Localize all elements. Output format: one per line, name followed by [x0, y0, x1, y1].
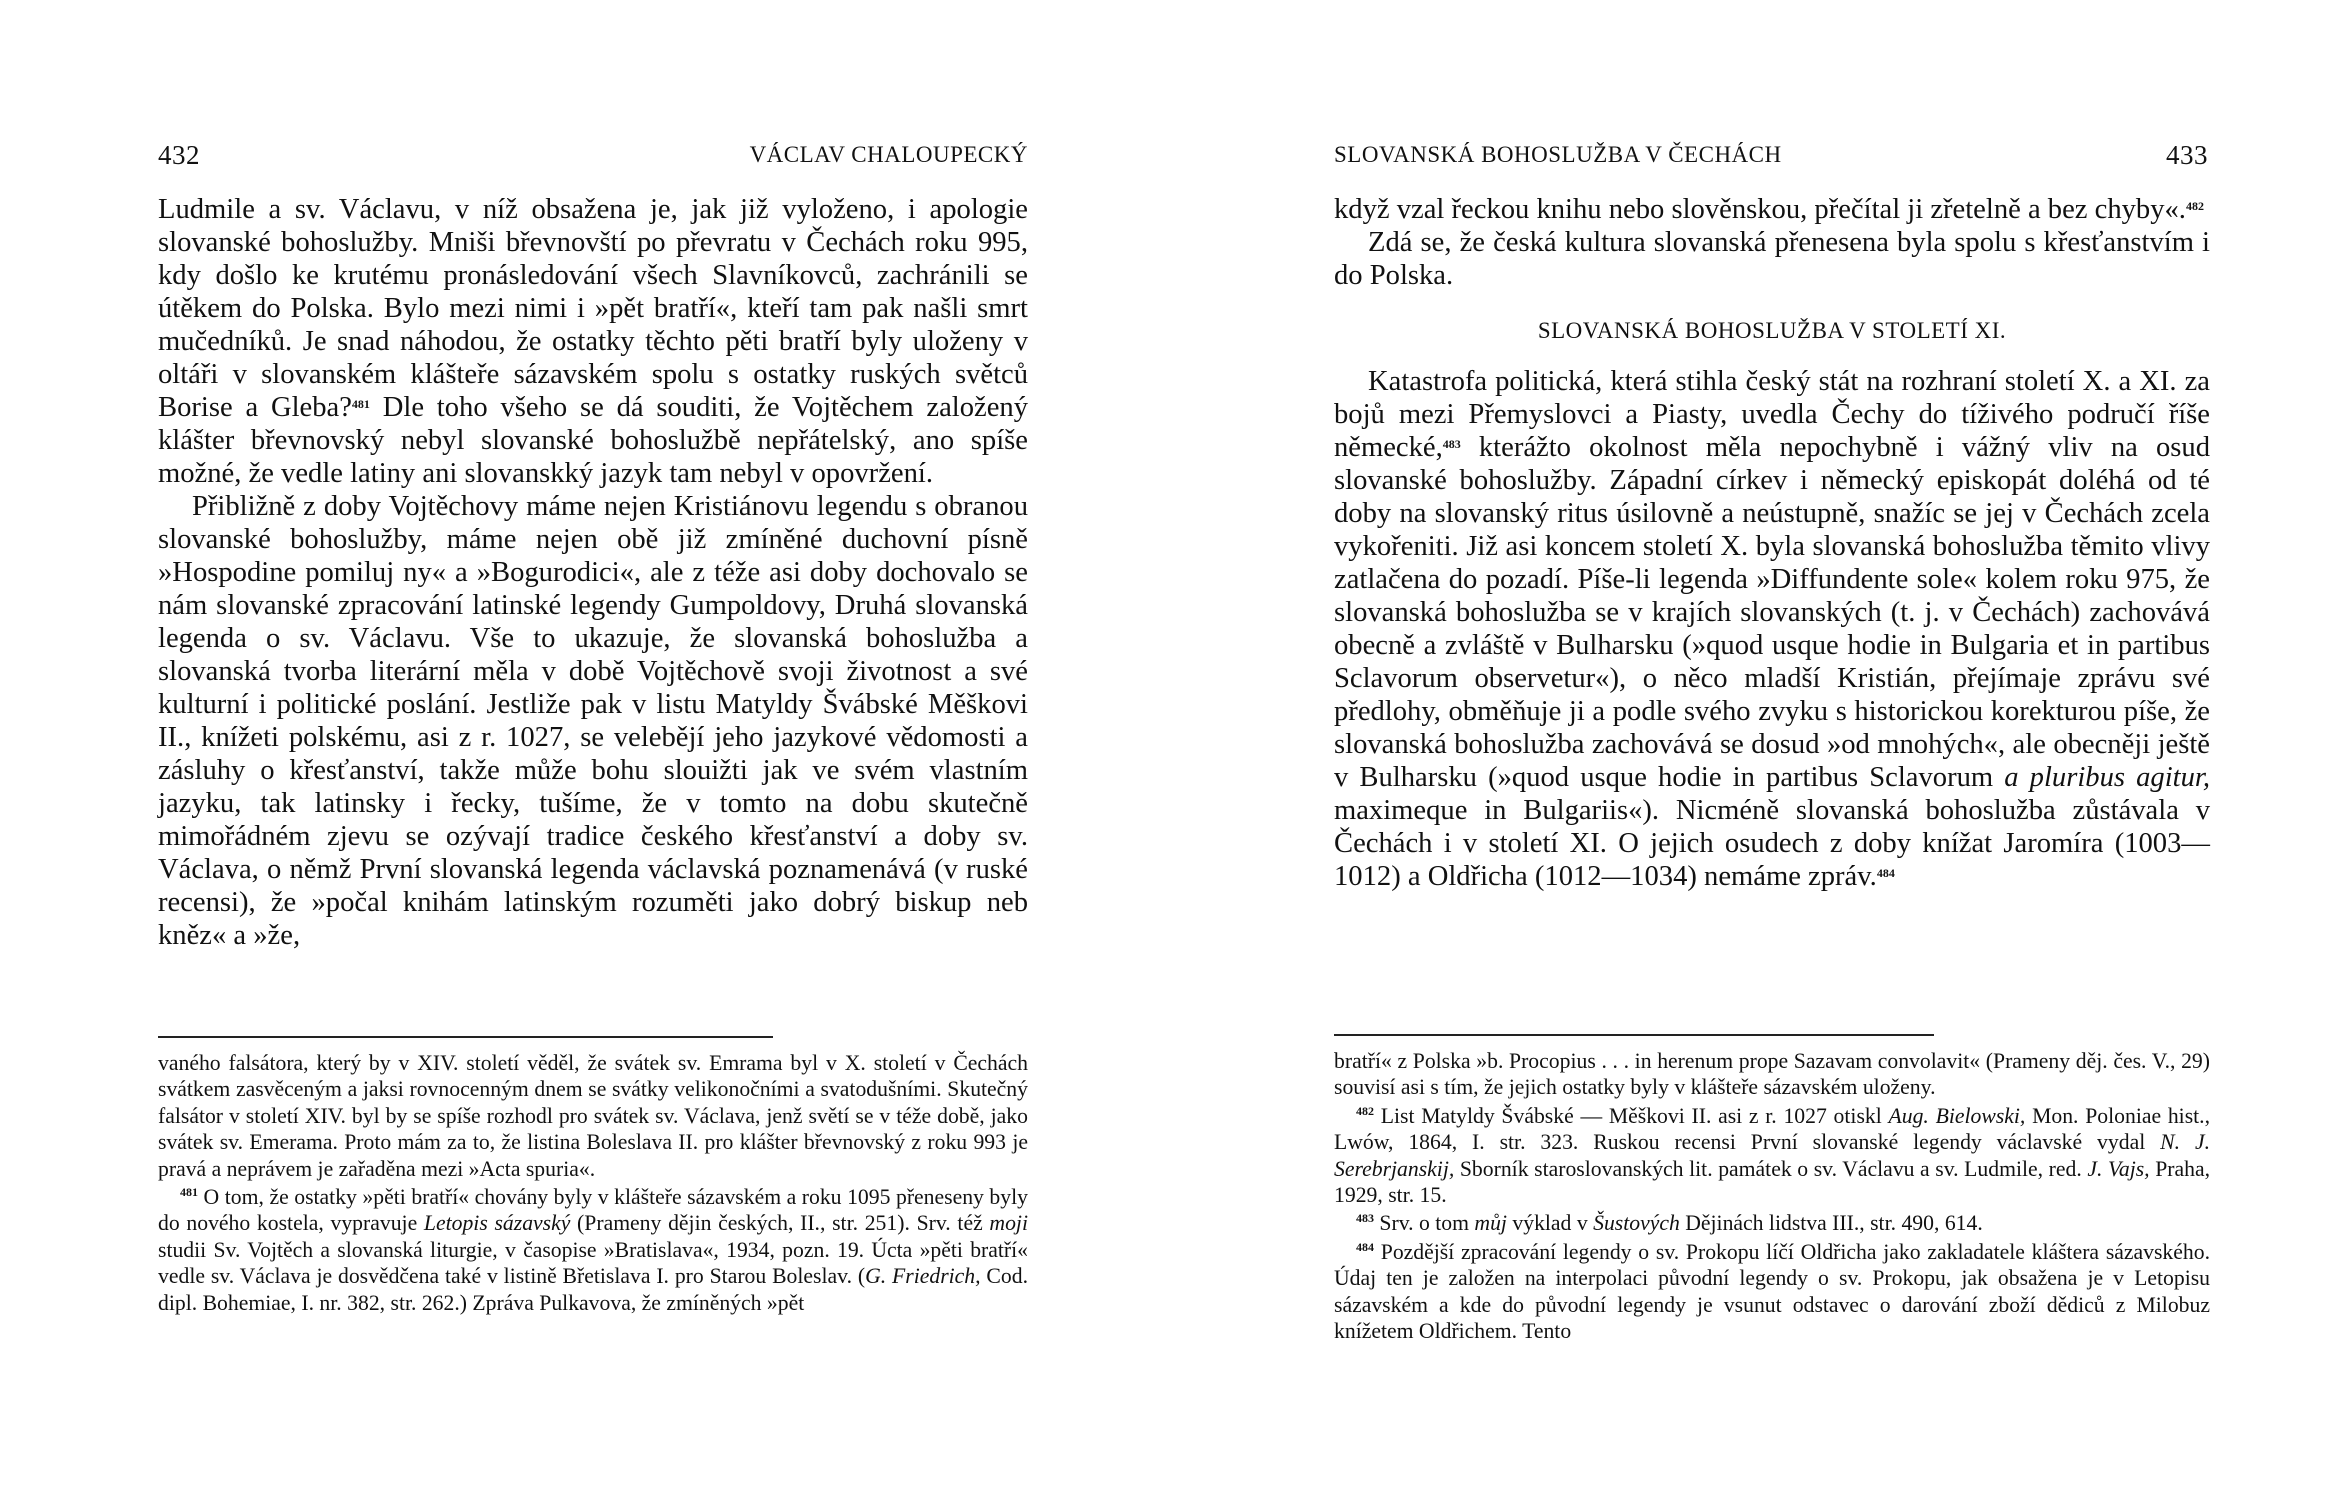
footnote-text: Pozdější zpracování legendy o sv. Prokopu líčí Oldřicha jako zakladatele kláštera sázavského. Údaj ten je založen na interpolaci původní legendy o sv. Prokopu, jak obsažena je v Letopisu sázavském a kde do původní legendy je vsunut odstavec o darování zboží dědiců z Milobuz knížetem Oldřichem. Tento	[1334, 1239, 2210, 1344]
paragraph-text: když vzal řeckou knihu nebo slověnskou, přečítal ji zřetelně a bez chyby«.	[1334, 194, 2186, 225]
footnote-text: List Matyldy Švábské — Měškovi II. asi z r. 1027 otiskl	[1374, 1103, 1889, 1128]
footnote-482	[1334, 1103, 2210, 1209]
footnote-ref: 484	[1876, 866, 1895, 880]
footnote-number: 481	[180, 1185, 198, 1200]
footnote-text: Srv. o tom	[1374, 1211, 1475, 1236]
footnote-divider	[1334, 1034, 1934, 1036]
footnote-text: Mon. Poloniae hist., Lwów, 1864, I. str. 323. Ruskou recensi První slovanské legendy václavské vydal	[1334, 1103, 2211, 1155]
page-number: 433	[2166, 140, 2208, 170]
footnote-italic: Aug. Bielowski,	[1888, 1103, 2026, 1128]
running-head: VÁCLAV CHALOUPECKÝ	[749, 142, 1028, 167]
right-page	[1334, 0, 2210, 1500]
running-head: SLOVANSKÁ BOHOSLUŽBA V ČECHÁCH	[1334, 142, 1782, 167]
footnote-italic: G. Friedrich,	[865, 1264, 981, 1289]
footnote-ref: 483	[1442, 437, 1461, 451]
right-page-body	[1334, 193, 2210, 893]
paragraph	[158, 193, 1028, 490]
footnote-divider	[158, 1036, 773, 1038]
paragraph	[1334, 193, 2210, 226]
paragraph-text: Ludmile a sv. Václavu, v níž obsažena je, jak již vyloženo, i apologie slovanské bohoslužby. Mniši břevnovští po převratu v Čechách roku 995, kdy došlo ke krutému pronásledování všech Slavníkovců, zachránili se útěkem do Polska. Bylo mezi nimi i »pět bratří«, kteří tam pak našli smrt mučedníků. Je snad náhodou, že ostatky těchto pěti bratří byly uloženy v oltáři v slovanském klášteře sázavském spolu s ostatky ruských světců Borise a Gleba?	[158, 194, 1028, 423]
paragraph	[1334, 365, 2210, 893]
paragraph-text: kterážto okolnost měla nepochybně i vážný vliv na osud slovanské bohoslužby. Západní církev i německý episkopát doléhá od té doby na slovanský ritus úsilovně a neústupně, snažíc se jej v Čechách zcela vykořeniti. Již asi koncem století X. byla slovanská bohoslužba těmito vlivy zatlačena do pozadí. Píše-li legenda »Diffundente sole« kolem roku 975, že slovanská bohoslužba se v krajích slovanských (t. j. v Čechách) zachovává obecně a zvláště v Bulharsku (»quod usque hodie in Bulgaria et in partibus Sclavorum observetur«), o něco mladší Kristián, přejímaje zprávu své předlohy, obměňuje ji a podle svého zvyku s historickou korekturou píše, že slovanská bohoslužba zachovává se dosud »od mnohých«, ale obecněji ještě v Bulharsku (»quod usque hodie in partibus Sclavorum	[1334, 432, 2210, 793]
footnote-484	[1334, 1239, 2210, 1345]
footnote-text: studii Sv. Vojtěch a slovanská liturgie, v časopise »Bratislava«, 1934, pozn. 19. Úcta »pěti bratří« vedle sv. Václava je dosvědčena také v listině Břetislava I. pro Starou Boleslav. (	[158, 1237, 1028, 1289]
page-number: 432	[158, 140, 200, 170]
right-page-header	[1334, 140, 2210, 180]
footnote-text: O tom, že ostatky »pěti bratří« chovány byly v klášteře sázavském a roku 1095 přeneseny byly do nového kostela, vypravuje	[158, 1185, 1028, 1236]
footnote-481	[158, 1184, 1028, 1316]
paragraph: Přibližně z doby Vojtěchovy máme nejen Kristiánovu legendu s obranou slovanské bohoslužby, máme nejen obě již zmíněné duchovní písně »Hospodine pomiluj ny« a »Bogurodici«, ale z téže asi doby dochovalo se nám slovanské zpracování latinské legendy Gumpoldovy, Druhá slovanská legenda o sv. Václavu. Vše to ukazuje, že slovanská bohoslužba a slovanská tvorba literární měla v době Vojtěchově svoji životnost a své kulturní i politické poslání. Jestliže pak v listu Matyldy Švábské Měškovi II., knížeti polskému, asi z r. 1027, se velebějí jeho jazykové vědomosti a zásluhy o křesťanství, takže může bohu slouižti jak ve svém vlastním jazyku, tak latinsky i řecky, tušíme, že v tomto na dobu skutečně mimořádném zjevu se ozývají tradice českého křesťanství a doby sv. Václava, o němž První slovanská legenda václavská poznamenává (v ruské recensi), že »počal knihám latinským rozuměti jako dobrý biskup neb kněz« a »že,	[158, 491, 1028, 951]
footnote-ref: 482	[2185, 199, 2204, 213]
footnotes	[158, 1050, 1028, 1318]
footnote-italic: J. Vajs,	[2087, 1156, 2150, 1181]
footnote-text: výklad v	[1506, 1211, 1594, 1236]
paragraph-text: Dle toho všeho se dá souditi, že Vojtěchem založený klášter břevnovský nebyl slovanské bohoslužbě nepřátelský, ano spíše možné, že vedle latiny ani slovanskký jazyk tam nebyl v opovržení.	[158, 392, 1028, 489]
paragraph-text: maximeque in Bulgariis«). Nicméně slovanská bohoslužba zůstávala v Čechách i v století XI. O jejich osudech z doby knížat Jaromíra (1003—1012) a Oldřicha (1012—1034) nemáme zpráv.	[1334, 795, 2210, 892]
paragraph: Zdá se, že česká kultura slovanská přenesena byla spolu s křesťanstvím i do Polska.	[1334, 227, 2210, 291]
footnote-ref: 481	[351, 397, 370, 411]
paragraph-italic: a pluribus agitur,	[2004, 762, 2211, 793]
footnote-483	[1334, 1210, 2210, 1236]
footnote-italic: N. J. Serebrjanskij,	[1334, 1130, 2210, 1181]
footnote-italic: Letopis sázavský	[423, 1211, 571, 1236]
left-page-header	[158, 140, 1028, 180]
footnote-text: Sborník staroslovanských lit. památek o sv. Václavu a sv. Ludmile, red.	[1454, 1156, 2088, 1181]
footnote-number: 482	[1356, 1103, 1374, 1118]
footnote-continuation: bratří« z Polska »b. Procopius . . . in herenum prope Sazavam convolavit« (Prameny děj. čes. V., 29) souvisí asi s tím, že jejich ostatky byly v klášteře sázavském uloženy.	[1334, 1049, 2210, 1100]
footnote-italic: moji	[989, 1211, 1028, 1236]
section-title: SLOVANSKÁ BOHOSLUŽBA V STOLETÍ XI.	[1537, 318, 2007, 343]
left-page-body	[158, 193, 1028, 952]
left-page	[158, 0, 1028, 1500]
footnote-text: Cod. dipl. Bohemiae, I. nr. 382, str. 262.) Zpráva Pulkavova, že zmíněných »pět	[158, 1264, 1028, 1315]
footnote-number: 484	[1356, 1239, 1374, 1254]
footnote-continuation: vaného falsátora, který by v XIV. století věděl, že svátek sv. Emrama byl v X. století v Čechách svátkem zasvěceným a jaksi rovnocenným dnem se svátky velikonočními a svatodušními. Skutečný falsátor v století XIV. byl by se spíše rozhodl pro svátek sv. Václava, jenž světí se v téže době, jako svátek sv. Emerama. Proto mám za to, že listina Boleslava II. pro klášter břevnovský z roku 993 je pravá a neprávem je zařaděna mezi »Acta spuria«.	[158, 1051, 1028, 1181]
footnote-text: Praha, 1929, str. 15.	[1334, 1156, 2210, 1208]
footnote-italic: můj	[1474, 1211, 1507, 1236]
footnote-italic: Šustových	[1593, 1211, 1680, 1236]
paragraph-text: Katastrofa politická, která stihla český stát na rozhraní století X. a XI. za bojů mezi Přemyslovci a Piasty, uvedla Čechy do tíživého područí říše německé,	[1334, 366, 2210, 463]
footnote-text: Dějinách lidstva III., str. 490, 614.	[1679, 1211, 1983, 1236]
footnote-text: (Prameny dějin českých, II., str. 251). Srv. též	[570, 1211, 990, 1236]
footnote-number: 483	[1356, 1211, 1374, 1226]
footnotes	[1334, 1048, 2210, 1346]
